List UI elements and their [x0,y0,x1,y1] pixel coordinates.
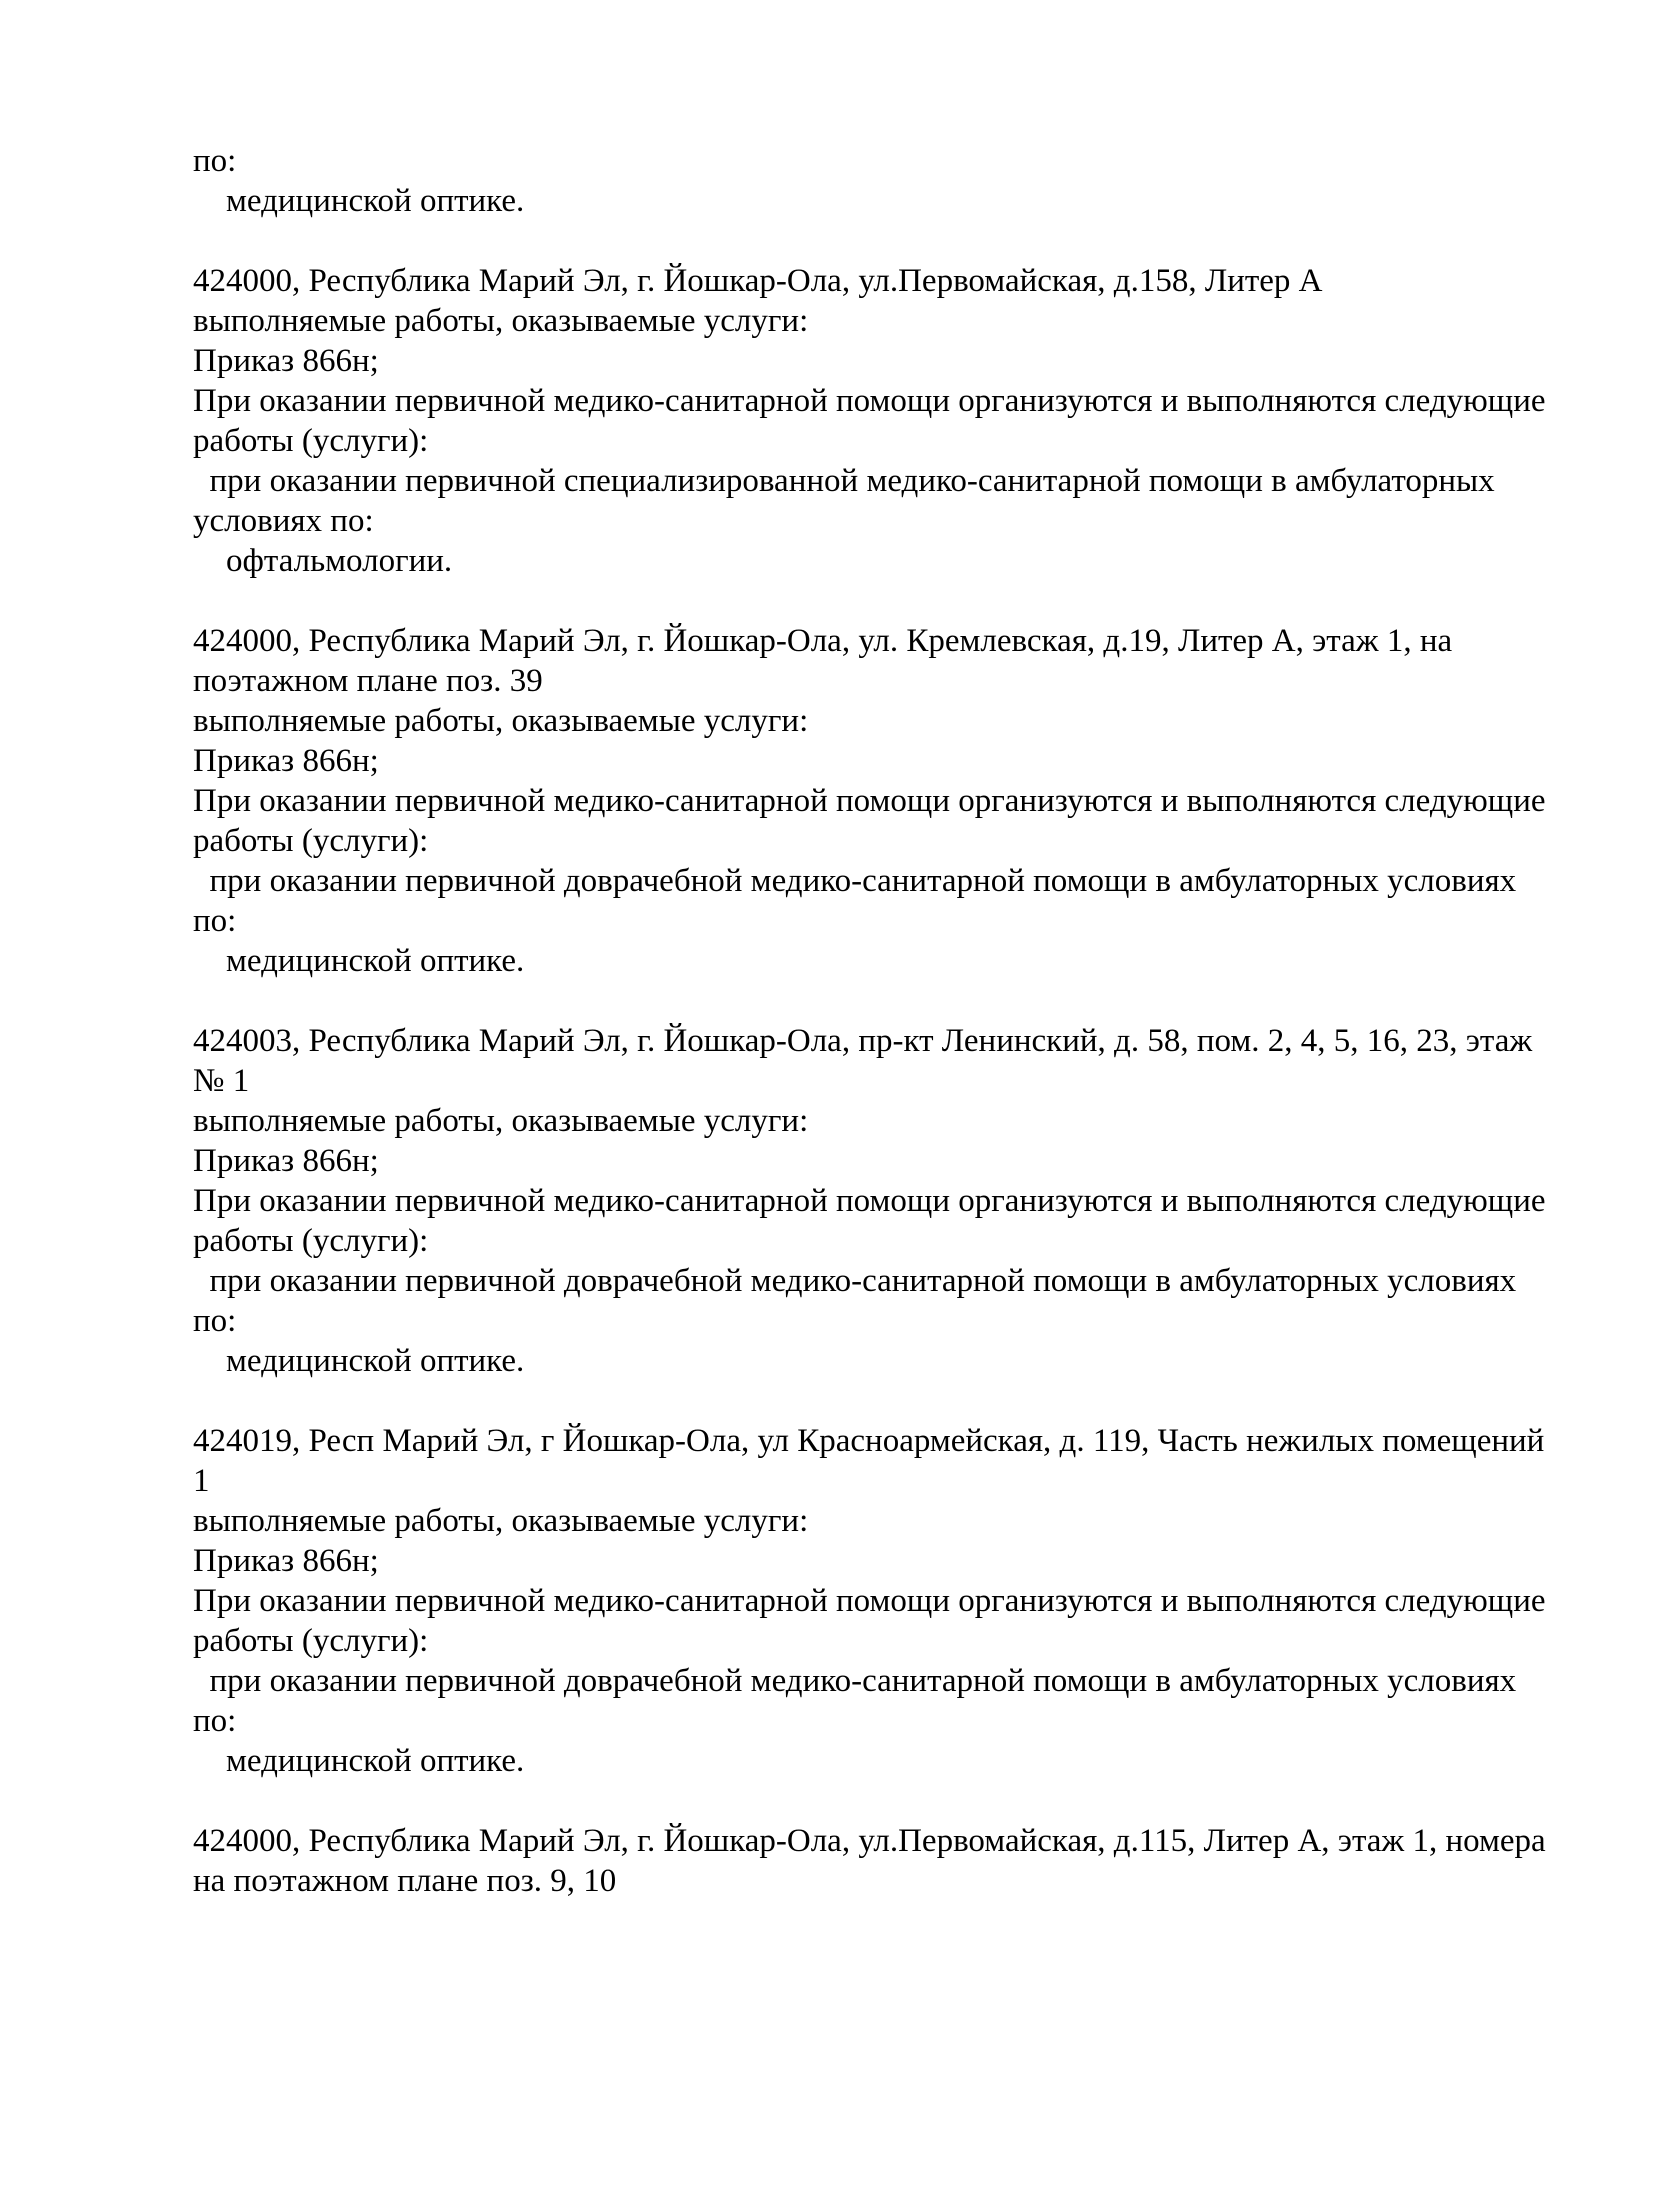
document-line: офтальмологии. [193,543,453,579]
license-address-block [193,261,1553,581]
license-address-block [193,621,1553,981]
document-line: выполняемые работы, оказываемые услуги: [193,1103,809,1139]
document-text-content [193,141,1553,1901]
document-line: при оказании первичной доврачебной медико-санитарной помощи в амбулаторных условиях [193,1663,1517,1699]
document-line: 424003, Республика Марий Эл, г. Йошкар-Ола, пр-кт Ленинский, д. 58, пом. 2, 4, 5, 16, 23, этаж [193,1023,1533,1059]
document-line: Приказ 866н; [193,1543,379,1579]
document-line: по: [193,143,237,179]
block-lines [193,1421,1553,1781]
document-line: по: [193,903,237,939]
document-line: медицинской оптике. [193,943,525,979]
document-line: работы (услуги): [193,823,429,859]
license-address-block [193,141,1553,221]
document-line: 424000, Республика Марий Эл, г. Йошкар-Ола, ул.Первомайская, д.115, Литер А, этаж 1, номера [193,1823,1546,1859]
document-line: При оказании первичной медико-санитарной помощи организуются и выполняются следующие [193,1183,1546,1219]
document-line: 424019, Респ Марий Эл, г Йошкар-Ола, ул Красноармейская, д. 119, Часть нежилых помещений [193,1423,1545,1459]
block-lines [193,1821,1553,1901]
license-address-block [193,1021,1553,1381]
license-address-block [193,1821,1553,1901]
document-line: № 1 [193,1063,250,1099]
document-line: по: [193,1303,237,1339]
document-line: выполняемые работы, оказываемые услуги: [193,703,809,739]
document-line: по: [193,1703,237,1739]
document-line: при оказании первичной доврачебной медико-санитарной помощи в амбулаторных условиях [193,863,1517,899]
document-line: При оказании первичной медико-санитарной помощи организуются и выполняются следующие [193,383,1546,419]
document-line: Приказ 866н; [193,343,379,379]
document-line: Приказ 866н; [193,743,379,779]
document-line: медицинской оптике. [193,1343,525,1379]
document-line: поэтажном плане поз. 39 [193,663,543,699]
document-line: Приказ 866н; [193,1143,379,1179]
block-lines [193,141,1553,221]
document-line: При оказании первичной медико-санитарной помощи организуются и выполняются следующие [193,783,1546,819]
document-line: 424000, Республика Марий Эл, г. Йошкар-Ола, ул. Кремлевская, д.19, Литер А, этаж 1, на [193,623,1453,659]
document-line: 1 [193,1463,210,1499]
license-address-block [193,1421,1553,1781]
block-lines [193,261,1553,581]
document-line: работы (услуги): [193,1623,429,1659]
document-line: при оказании первичной специализированной медико-санитарной помощи в амбулаторных [193,463,1495,499]
document-line: медицинской оптике. [193,1743,525,1779]
block-lines [193,1021,1553,1381]
document-line: на поэтажном плане поз. 9, 10 [193,1863,617,1899]
document-line: работы (услуги): [193,423,429,459]
document-line: медицинской оптике. [193,183,525,219]
block-lines [193,621,1553,981]
document-line: выполняемые работы, оказываемые услуги: [193,1503,809,1539]
document-line: 424000, Республика Марий Эл, г. Йошкар-Ола, ул.Первомайская, д.158, Литер А [193,263,1323,299]
document-line: При оказании первичной медико-санитарной помощи организуются и выполняются следующие [193,1583,1546,1619]
document-line: при оказании первичной доврачебной медико-санитарной помощи в амбулаторных условиях [193,1263,1517,1299]
document-line: выполняемые работы, оказываемые услуги: [193,303,809,339]
document-line: условиях по: [193,503,374,539]
document-line: работы (услуги): [193,1223,429,1259]
